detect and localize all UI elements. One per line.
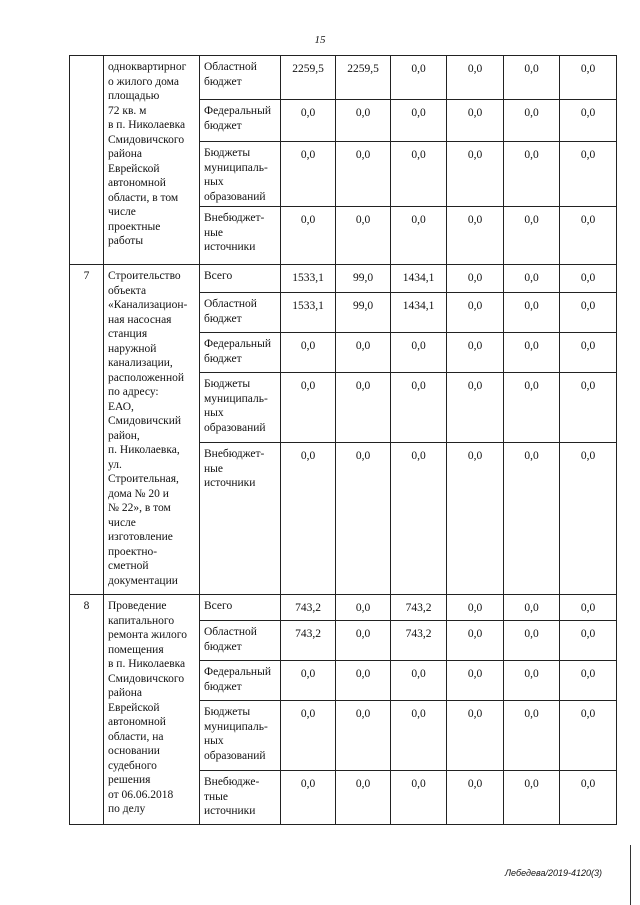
amount-cell: 0,0 <box>447 373 504 443</box>
amount-cell: 0,0 <box>447 56 504 100</box>
amount-cell: 743,2 <box>391 621 447 661</box>
scan-edge-line <box>630 845 631 905</box>
funding-source: Федеральный бюджет <box>200 100 281 142</box>
amount-cell: 0,0 <box>447 443 504 595</box>
amount-cell: 0,0 <box>281 661 336 701</box>
funding-source: Всего <box>200 265 281 293</box>
amount-cell: 0,0 <box>504 701 560 771</box>
amount-cell: 0,0 <box>447 333 504 373</box>
amount-cell: 0,0 <box>560 207 617 265</box>
amount-cell: 743,2 <box>281 595 336 621</box>
item-index: 8 <box>70 595 104 825</box>
amount-cell: 0,0 <box>504 100 560 142</box>
amount-cell: 0,0 <box>560 142 617 207</box>
amount-cell: 0,0 <box>447 142 504 207</box>
amount-cell: 0,0 <box>447 207 504 265</box>
amount-cell: 99,0 <box>336 293 391 333</box>
amount-cell: 0,0 <box>560 56 617 100</box>
amount-cell: 0,0 <box>447 701 504 771</box>
amount-cell: 0,0 <box>336 621 391 661</box>
amount-cell: 0,0 <box>336 701 391 771</box>
funding-source: Федеральный бюджет <box>200 661 281 701</box>
amount-cell: 0,0 <box>504 56 560 100</box>
amount-cell: 0,0 <box>281 207 336 265</box>
amount-cell: 99,0 <box>336 265 391 293</box>
amount-cell: 0,0 <box>447 661 504 701</box>
amount-cell: 0,0 <box>336 595 391 621</box>
amount-cell: 0,0 <box>447 265 504 293</box>
funding-source: Внебюджет- ные источники <box>200 443 281 595</box>
amount-cell: 0,0 <box>447 595 504 621</box>
item-index: 7 <box>70 265 104 595</box>
amount-cell: 0,0 <box>504 661 560 701</box>
amount-cell: 0,0 <box>504 373 560 443</box>
amount-cell: 0,0 <box>391 207 447 265</box>
amount-cell: 0,0 <box>560 443 617 595</box>
table-body <box>70 56 617 825</box>
amount-cell: 0,0 <box>560 265 617 293</box>
amount-cell: 0,0 <box>391 771 447 825</box>
amount-cell: 0,0 <box>504 595 560 621</box>
amount-cell: 0,0 <box>504 265 560 293</box>
funding-source: Всего <box>200 595 281 621</box>
item-name: одноквартирног о жилого дома площадью 72 кв. м в п. Николаевка Смидовичского района Еврейской автономной области, в том числе проектные работы <box>104 56 200 265</box>
amount-cell: 0,0 <box>504 621 560 661</box>
amount-cell: 0,0 <box>391 661 447 701</box>
amount-cell: 0,0 <box>447 621 504 661</box>
amount-cell: 0,0 <box>281 333 336 373</box>
amount-cell: 0,0 <box>281 443 336 595</box>
amount-cell: 0,0 <box>336 443 391 595</box>
amount-cell: 2259,5 <box>336 56 391 100</box>
amount-cell: 0,0 <box>560 701 617 771</box>
amount-cell: 0,0 <box>281 100 336 142</box>
amount-cell: 0,0 <box>504 207 560 265</box>
amount-cell: 743,2 <box>391 595 447 621</box>
funding-source: Областной бюджет <box>200 293 281 333</box>
amount-cell: 0,0 <box>281 373 336 443</box>
amount-cell: 1533,1 <box>281 265 336 293</box>
item-index <box>70 56 104 265</box>
budget-table <box>69 55 617 825</box>
table-row <box>70 265 617 293</box>
amount-cell: 2259,5 <box>281 56 336 100</box>
amount-cell: 0,0 <box>504 771 560 825</box>
funding-source: Бюджеты муниципаль- ных образований <box>200 373 281 443</box>
funding-source: Областной бюджет <box>200 621 281 661</box>
funding-source: Внебюдже- тные источники <box>200 771 281 825</box>
amount-cell: 0,0 <box>336 771 391 825</box>
amount-cell: 0,0 <box>336 142 391 207</box>
amount-cell: 0,0 <box>560 373 617 443</box>
table-row <box>70 56 617 100</box>
amount-cell: 0,0 <box>336 661 391 701</box>
amount-cell: 0,0 <box>391 373 447 443</box>
amount-cell: 0,0 <box>336 207 391 265</box>
amount-cell: 1533,1 <box>281 293 336 333</box>
amount-cell: 0,0 <box>391 333 447 373</box>
item-name: Строительство объекта «Канализацион- ная насосная станция наружной канализации, расположенной по адресу: ЕАО, Смидовичский район, п. Николаевка, ул. Строительная, дома № 20 и № 22», в том числе изготовление проектно- сметной документации <box>104 265 200 595</box>
amount-cell: 0,0 <box>447 771 504 825</box>
amount-cell: 0,0 <box>504 142 560 207</box>
amount-cell: 0,0 <box>504 443 560 595</box>
amount-cell: 0,0 <box>560 333 617 373</box>
page-number: 15 <box>314 34 326 46</box>
amount-cell: 0,0 <box>560 771 617 825</box>
amount-cell: 743,2 <box>281 621 336 661</box>
amount-cell: 0,0 <box>504 293 560 333</box>
amount-cell: 0,0 <box>336 100 391 142</box>
amount-cell: 0,0 <box>336 373 391 443</box>
amount-cell: 0,0 <box>560 621 617 661</box>
footer-reference: Лебедева/2019-4120(3) <box>504 868 602 878</box>
amount-cell: 0,0 <box>447 100 504 142</box>
amount-cell: 0,0 <box>391 701 447 771</box>
amount-cell: 1434,1 <box>391 265 447 293</box>
amount-cell: 0,0 <box>391 142 447 207</box>
amount-cell: 0,0 <box>447 293 504 333</box>
funding-source: Бюджеты муниципаль- ных образований <box>200 142 281 207</box>
amount-cell: 0,0 <box>560 293 617 333</box>
amount-cell: 0,0 <box>391 443 447 595</box>
amount-cell: 0,0 <box>560 595 617 621</box>
amount-cell: 0,0 <box>560 661 617 701</box>
funding-source: Федеральный бюджет <box>200 333 281 373</box>
funding-source: Областной бюджет <box>200 56 281 100</box>
item-name: Проведение капитального ремонта жилого помещения в п. Николаевка Смидовичского района Еврейской автономной области, на основании судебного решения от 06.06.2018 по делу <box>104 595 200 825</box>
amount-cell: 0,0 <box>391 100 447 142</box>
amount-cell: 0,0 <box>504 333 560 373</box>
table-row <box>70 595 617 621</box>
amount-cell: 0,0 <box>281 142 336 207</box>
amount-cell: 0,0 <box>560 100 617 142</box>
amount-cell: 1434,1 <box>391 293 447 333</box>
amount-cell: 0,0 <box>281 771 336 825</box>
amount-cell: 0,0 <box>336 333 391 373</box>
amount-cell: 0,0 <box>391 56 447 100</box>
funding-source: Внебюджет- ные источники <box>200 207 281 265</box>
amount-cell: 0,0 <box>281 701 336 771</box>
funding-source: Бюджеты муниципаль- ных образований <box>200 701 281 771</box>
